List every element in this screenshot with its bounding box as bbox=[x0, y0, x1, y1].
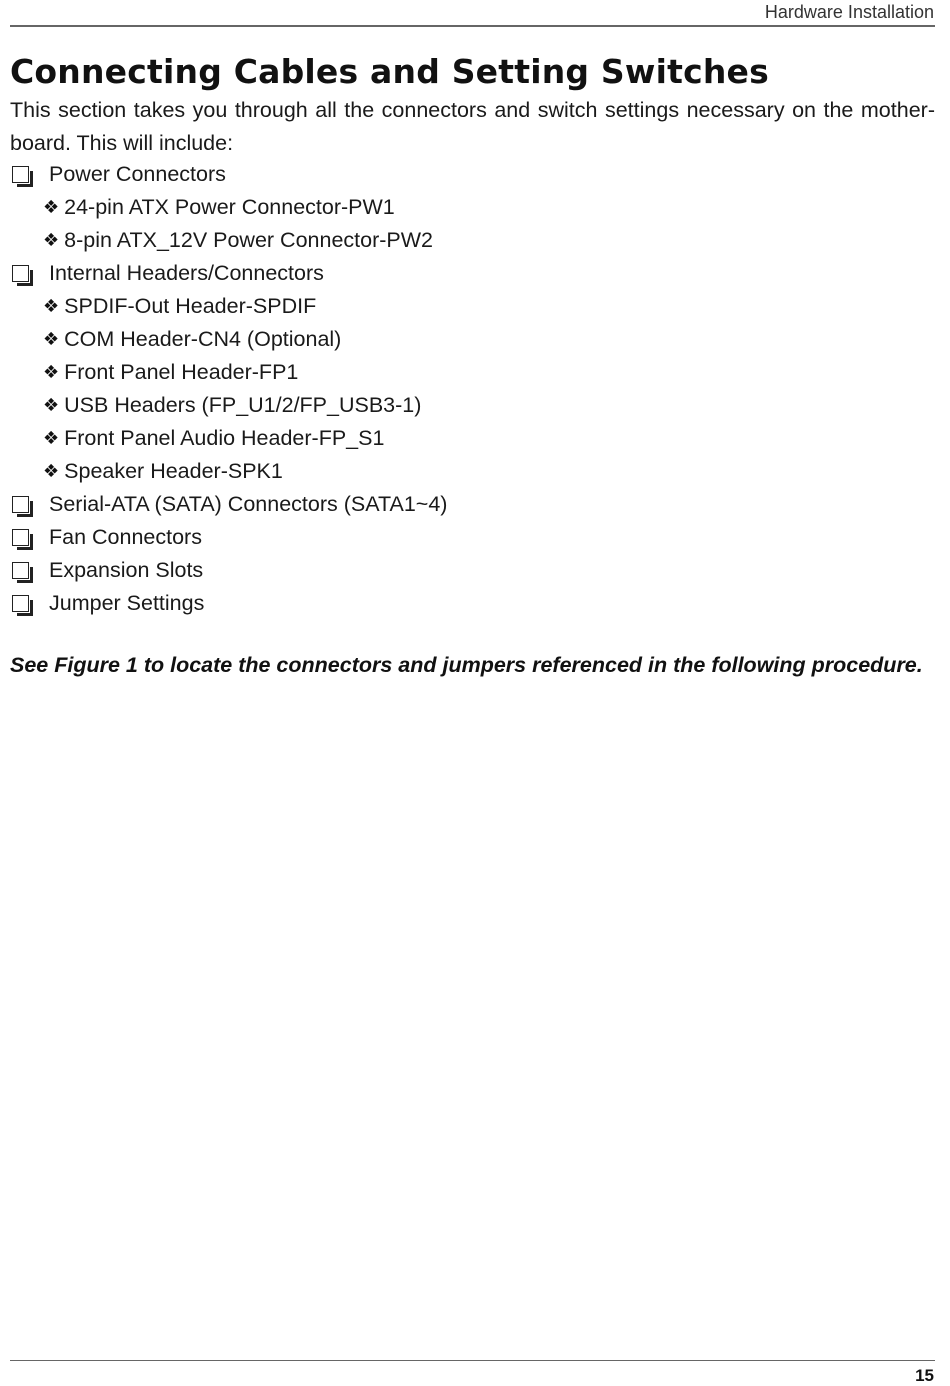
intro-paragraph: This section takes you through all the connectors and switch settings necessary on the motherboard. This will include: bbox=[10, 98, 935, 155]
diamond-bullet-icon: ❖ bbox=[43, 296, 60, 317]
diamond-bullet-icon: ❖ bbox=[43, 197, 60, 218]
sub-list-item bbox=[10, 422, 940, 455]
sub-list-item bbox=[10, 290, 940, 323]
sub-list-item bbox=[10, 191, 940, 224]
page-number: 15 bbox=[915, 1366, 934, 1385]
list-item-text: COM Header-CN4 (Optional) bbox=[64, 327, 342, 351]
diamond-bullet-icon: ❖ bbox=[43, 428, 60, 449]
sub-list-item bbox=[10, 224, 940, 257]
list-item bbox=[10, 521, 940, 554]
list-item bbox=[10, 158, 940, 191]
topic-list bbox=[10, 158, 940, 620]
running-header: Hardware Installation bbox=[764, 2, 934, 22]
diamond-bullet-icon: ❖ bbox=[43, 362, 60, 383]
diamond-bullet-icon: ❖ bbox=[43, 461, 60, 482]
list-item-text: Power Connectors bbox=[49, 162, 226, 186]
list-item-text: Serial-ATA (SATA) Connectors (SATA1~4) bbox=[49, 492, 448, 516]
list-item-text: Front Panel Audio Header-FP_S1 bbox=[64, 426, 385, 450]
list-item-text: Front Panel Header-FP1 bbox=[64, 360, 299, 384]
list-item-text: Expansion Slots bbox=[49, 558, 204, 582]
list-item-text: Jumper Settings bbox=[49, 591, 205, 615]
diamond-bullet-icon: ❖ bbox=[43, 395, 60, 416]
list-item-text: 8-pin ATX_12V Power Connector-PW2 bbox=[64, 228, 433, 252]
diamond-bullet-icon: ❖ bbox=[43, 329, 60, 350]
sub-list-item bbox=[10, 323, 940, 356]
list-item-text: Speaker Header-SPK1 bbox=[64, 459, 283, 483]
checkbox-bullet-icon bbox=[12, 595, 29, 612]
footer-divider bbox=[10, 1360, 935, 1361]
checkbox-bullet-icon bbox=[12, 166, 29, 183]
checkbox-bullet-icon bbox=[12, 562, 29, 579]
sub-list-item bbox=[10, 455, 940, 488]
list-item-text: USB Headers (FP_U1/2/FP_USB3-1) bbox=[64, 393, 422, 417]
checkbox-bullet-icon bbox=[12, 265, 29, 282]
diamond-bullet-icon: ❖ bbox=[43, 230, 60, 251]
checkbox-bullet-icon bbox=[12, 529, 29, 546]
list-item bbox=[10, 587, 940, 620]
list-item-text: 24-pin ATX Power Connector-PW1 bbox=[64, 195, 395, 219]
section-title: Connecting Cables and Setting Switches bbox=[10, 52, 769, 91]
sub-list-item bbox=[10, 356, 940, 389]
list-item bbox=[10, 257, 940, 290]
list-item-text: Internal Headers/Connectors bbox=[49, 261, 324, 285]
list-item bbox=[10, 554, 940, 587]
figure-reference-note: See Figure 1 to locate the connectors and jumpers referenced in the following procedure. bbox=[10, 653, 923, 677]
list-item-text: Fan Connectors bbox=[49, 525, 202, 549]
list-item-text: SPDIF-Out Header-SPDIF bbox=[64, 294, 317, 318]
list-item bbox=[10, 488, 940, 521]
header-divider bbox=[10, 25, 935, 27]
checkbox-bullet-icon bbox=[12, 496, 29, 513]
sub-list-item bbox=[10, 389, 940, 422]
